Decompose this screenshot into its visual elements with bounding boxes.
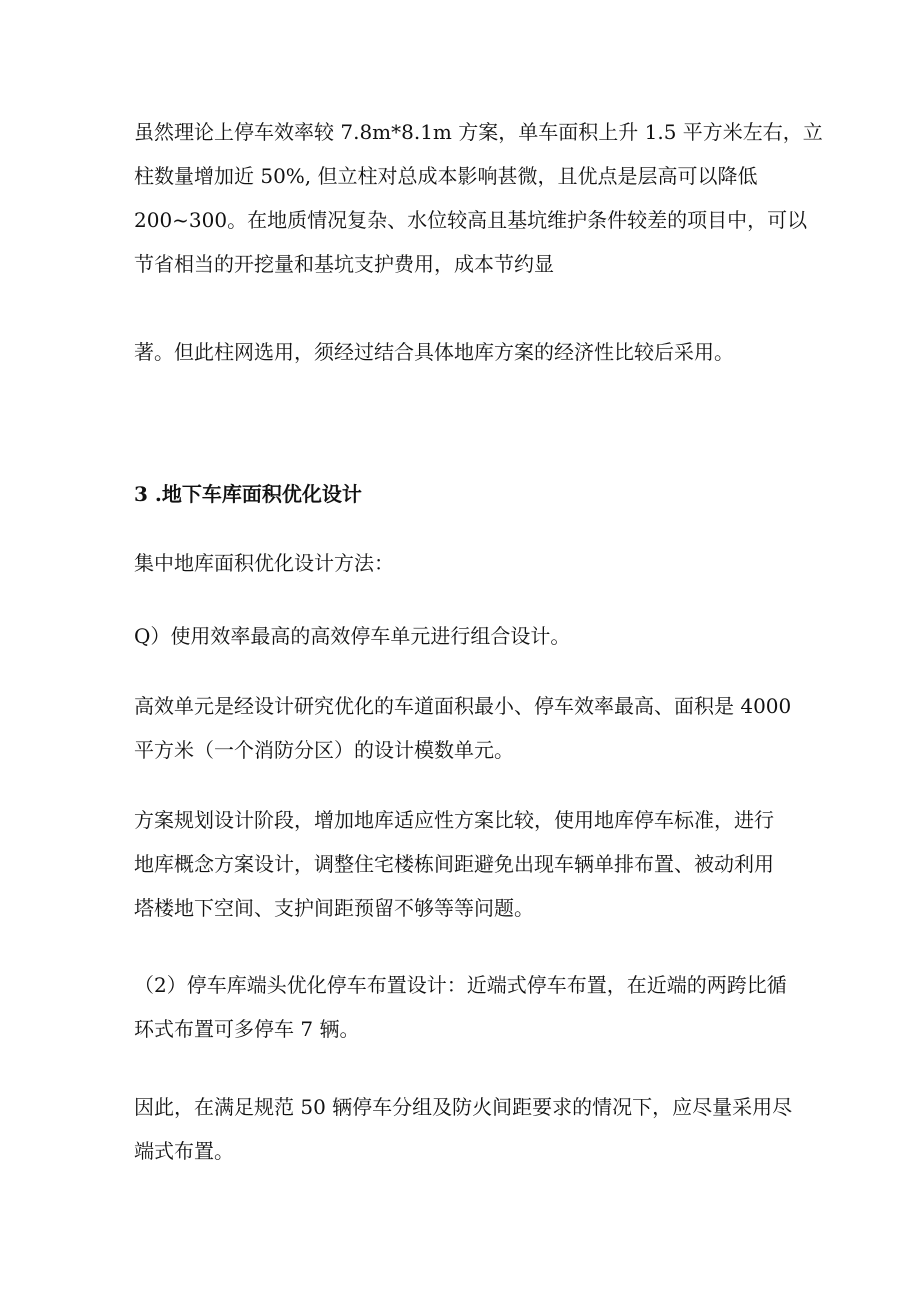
text-line: 200~300。在地质情况复杂、水位较高且基坑维护条件较差的项目中，可以 (134, 208, 808, 232)
paragraph-column-grid-comparison (134, 110, 823, 286)
text-line: 集中地库面积优化设计方法： (134, 551, 394, 575)
paragraph-method-1 (134, 614, 796, 658)
text-line: 虽然理论上停车效率较 7.8m*8.1m 方案，单车面积上升 1.5 平方米左右，立 (134, 120, 823, 144)
text-line: 方案规划设计阶段，增加地库适应性方案比较，使用地库停车标准，进行 (134, 808, 774, 832)
paragraph-conclusion (134, 1085, 796, 1173)
paragraph-methods-intro (134, 541, 796, 585)
text-line: （2）停车库端头优化停车布置设计：近端式停车布置，在近端的两跨比循 (134, 973, 787, 997)
text-line: 著。但此柱网选用，须经过结合具体地库方案的经济性比较后采用。 (134, 340, 734, 364)
paragraph-planning-stage (134, 798, 796, 930)
text-line: 环式布置可多停车 7 辆。 (134, 1017, 360, 1041)
text-line: 高效单元是经设计研究优化的车道面积最小、停车效率最高、面积是 4000 (134, 694, 792, 718)
text-line: 平方米（一个消防分区）的设计模数单元。 (134, 738, 514, 762)
text-line: 柱数量增加近 50%, 但立柱对总成本影响甚微，且优点是层高可以降低 (134, 164, 758, 188)
text-line: 因此，在满足规范 50 辆停车分组及防火间距要求的情况下，应尽量采用尽 (134, 1095, 793, 1119)
text-line: 端式布置。 (134, 1139, 234, 1163)
text-line: 地库概念方案设计，调整住宅楼栋间距避免出现车辆单排布置、被动利用 (134, 852, 774, 876)
text-line: Q）使用效率最高的高效停车单元进行组合设计。 (134, 624, 571, 648)
paragraph-column-grid-conclusion (134, 330, 796, 374)
text-line: 塔楼地下空间、支护间距预留不够等等问题。 (134, 896, 534, 920)
paragraph-efficient-unit (134, 684, 796, 772)
text-line: 节省相当的开挖量和基坑支护费用，成本节约显 (134, 252, 554, 276)
paragraph-method-2 (134, 963, 796, 1051)
section-heading: 3 .地下车库面积优化设计 (134, 482, 362, 506)
